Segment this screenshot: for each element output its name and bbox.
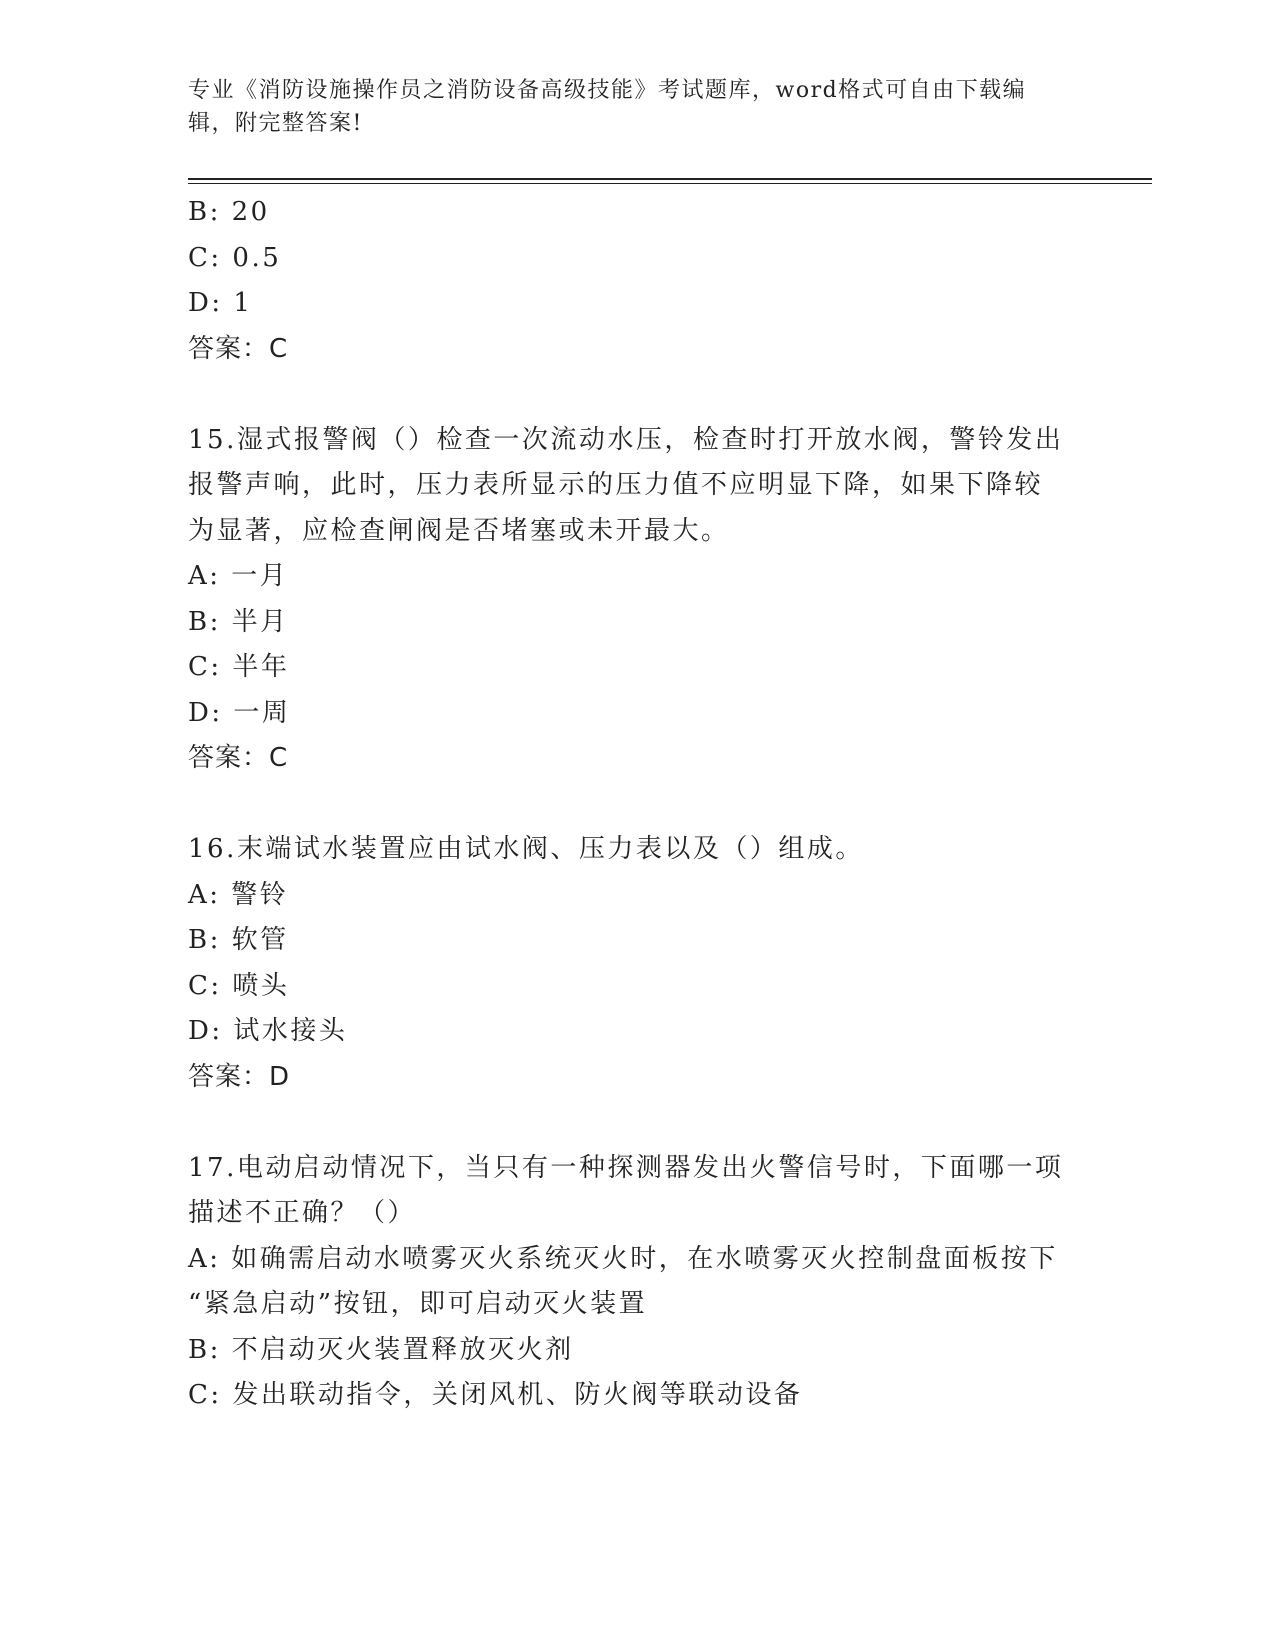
option-c: C: 发出联动指令，关闭风机、防火阀等联动设备 xyxy=(188,1380,803,1410)
question-17 xyxy=(188,1146,1088,1419)
option-c: C: 喷头 xyxy=(188,970,290,1001)
option-a: A: 警铃 xyxy=(188,879,289,910)
question-text-line: 16.末端试水装置应由试水阀、压力表以及（）组成。 xyxy=(188,834,864,864)
question-text-line: 15.湿式报警阀（）检查一次流动水压，检查时打开放水阀，警铃发出 xyxy=(188,424,1064,455)
prev-question-block xyxy=(188,190,1088,372)
answer-line: 答案：D xyxy=(188,1061,291,1092)
option-b: B: 20 xyxy=(188,197,270,227)
option-d: D: 一周 xyxy=(188,697,291,728)
header-rule-thin xyxy=(188,183,1152,184)
header-line-1: 专业《消防设施操作员之消防设备高级技能》考试题库，word格式可自由下载编 xyxy=(188,78,1027,103)
question-text-line: 为显著，应检查闸阀是否堵塞或未开最大。 xyxy=(188,515,730,546)
question-15 xyxy=(188,418,1088,782)
question-text-line: 描述不正确？（） xyxy=(188,1198,417,1228)
header-rule-thick xyxy=(188,178,1152,180)
option-a: A: 一月 xyxy=(188,561,289,591)
question-16 xyxy=(188,827,1088,1100)
option-c: C: 半年 xyxy=(188,652,290,682)
question-text-line: 报警声响，此时，压力表所显示的压力值不应明显下降，如果下降较 xyxy=(188,470,1044,500)
option-d: D: 试水接头 xyxy=(188,1016,348,1046)
option-b: B: 半月 xyxy=(188,606,289,637)
option-a: A: 如确需启动水喷雾灭火系统灭火时，在水喷雾灭火控制盘面板按下 xyxy=(188,1243,1058,1274)
option-c: C: 0.5 xyxy=(188,242,282,273)
header-line-2: 辑，附完整答案! xyxy=(188,111,363,136)
option-b: B: 不启动灭火装置释放灭火剂 xyxy=(188,1334,574,1365)
question-text-line: 17.电动启动情况下，当只有一种探测器发出火警信号时，下面哪一项 xyxy=(188,1152,1064,1183)
option-d: D: 1 xyxy=(188,288,253,318)
option-b: B: 软管 xyxy=(188,925,289,955)
option-a-continuation: “紧急启动”按钮，即可启动灭火装置 xyxy=(188,1289,648,1319)
answer-line: 答案：C xyxy=(188,743,289,773)
document-body xyxy=(188,190,1088,1419)
answer-line: 答案：C xyxy=(188,333,289,364)
page-header xyxy=(188,74,1068,140)
